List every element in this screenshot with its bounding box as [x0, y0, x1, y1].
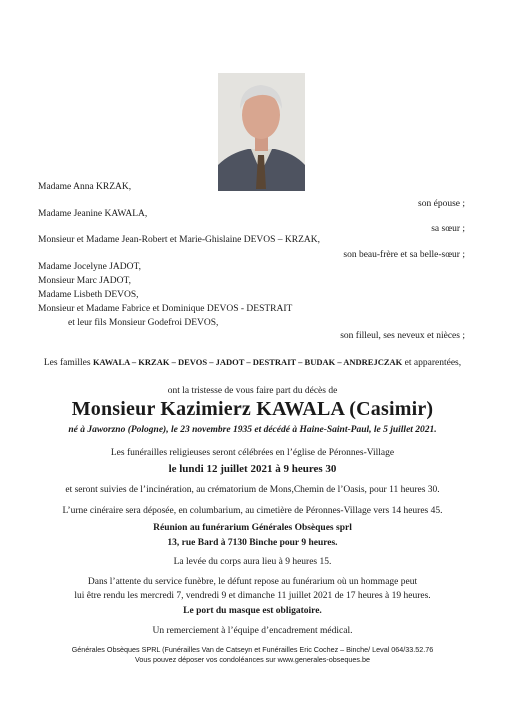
families-suffix: et apparentées,	[404, 358, 462, 368]
visits-line-2: lui être rendu les mercredi 7, vendredi 9 et dimanche 11 juillet 2021 de 17 heures à 19 heures.	[74, 591, 431, 601]
family-line-4: Madame Jocelyne JADOT,	[38, 262, 141, 272]
relation-3: son beau-frère et sa belle-sœur ;	[343, 250, 465, 260]
portrait-photo	[218, 73, 305, 191]
family-line-8: et leur fils Monsieur Godefroi DEVOS,	[68, 318, 219, 328]
ceremony-date: le lundi 12 juillet 2021 à 9 heures 30	[168, 463, 337, 475]
meeting-line-1: Réunion au funérarium Générales Obsèques sprl	[153, 523, 352, 533]
relation-1: son épouse ;	[418, 199, 465, 209]
family-line-3: Monsieur et Madame Jean-Robert et Marie-Ghislaine DEVOS – KRZAK,	[38, 235, 321, 245]
thanks-line: Un remerciement à l’équipe d’encadrement médical.	[152, 626, 353, 636]
deceased-name: Monsieur Kazimierz KAWALA (Casimir)	[71, 398, 434, 420]
urn-line: L’urne cinéraire sera déposée, en columbarium, au cimetière de Péronnes-Village vers 14 heures 45.	[62, 506, 443, 516]
family-line-2: Madame Jeanine KAWALA,	[38, 209, 148, 219]
families-prefix: Les familles	[43, 358, 91, 368]
family-line-7: Monsieur et Madame Fabrice et Dominique DEVOS - DESTRAIT	[38, 304, 293, 314]
meeting-line-2: 13, rue Bard à 7130 Binche pour 9 heures.	[167, 538, 338, 548]
visits-line-1: Dans l’attente du service funèbre, le défunt repose au funérarium où un hommage peut	[87, 577, 418, 587]
footer-line-1: Générales Obsèques SPRL (Funérailles Van de Catseyn et Funérailles Eric Cochez – Binche/ Leval 064/33.52.76	[71, 645, 434, 654]
birth-death: né à Jaworzno (Pologne), le 23 novembre 1935 et décédé à Haine-Saint-Paul, le 5 juillet 2021.	[68, 425, 437, 435]
mask-notice: Le port du masque est obligatoire.	[183, 606, 322, 616]
families-line	[0, 357, 505, 368]
ceremony-intro: Les funérailles religieuses seront célébrées en l’église de Péronnes-Village	[110, 448, 395, 458]
footer-line-2: Vous pouvez déposer vos condoléances sur www.generales-obseques.be	[135, 655, 370, 664]
levee-line: La levée du corps aura lieu à 9 heures 15.	[173, 557, 332, 567]
portrait-illustration	[218, 73, 305, 191]
cremation-line: et seront suivies de l’incinération, au crématorium de Mons,Chemin de l’Oasis, pour 11 heures 30.	[65, 485, 440, 495]
relation-2: sa sœur ;	[431, 224, 465, 234]
family-line-5: Monsieur Marc JADOT,	[38, 276, 131, 286]
relation-4: son filleul, ses neveux et nièces ;	[340, 331, 465, 341]
announcement: ont la tristesse de vous faire part du décès de	[167, 386, 338, 396]
families-names: KAWALA – KRZAK – DEVOS – JADOT – DESTRAIT – BUDAK – ANDREJCZAK	[92, 357, 403, 367]
family-line-1: Madame Anna KRZAK,	[38, 182, 132, 192]
family-line-6: Madame Lisbeth DEVOS,	[38, 290, 139, 300]
